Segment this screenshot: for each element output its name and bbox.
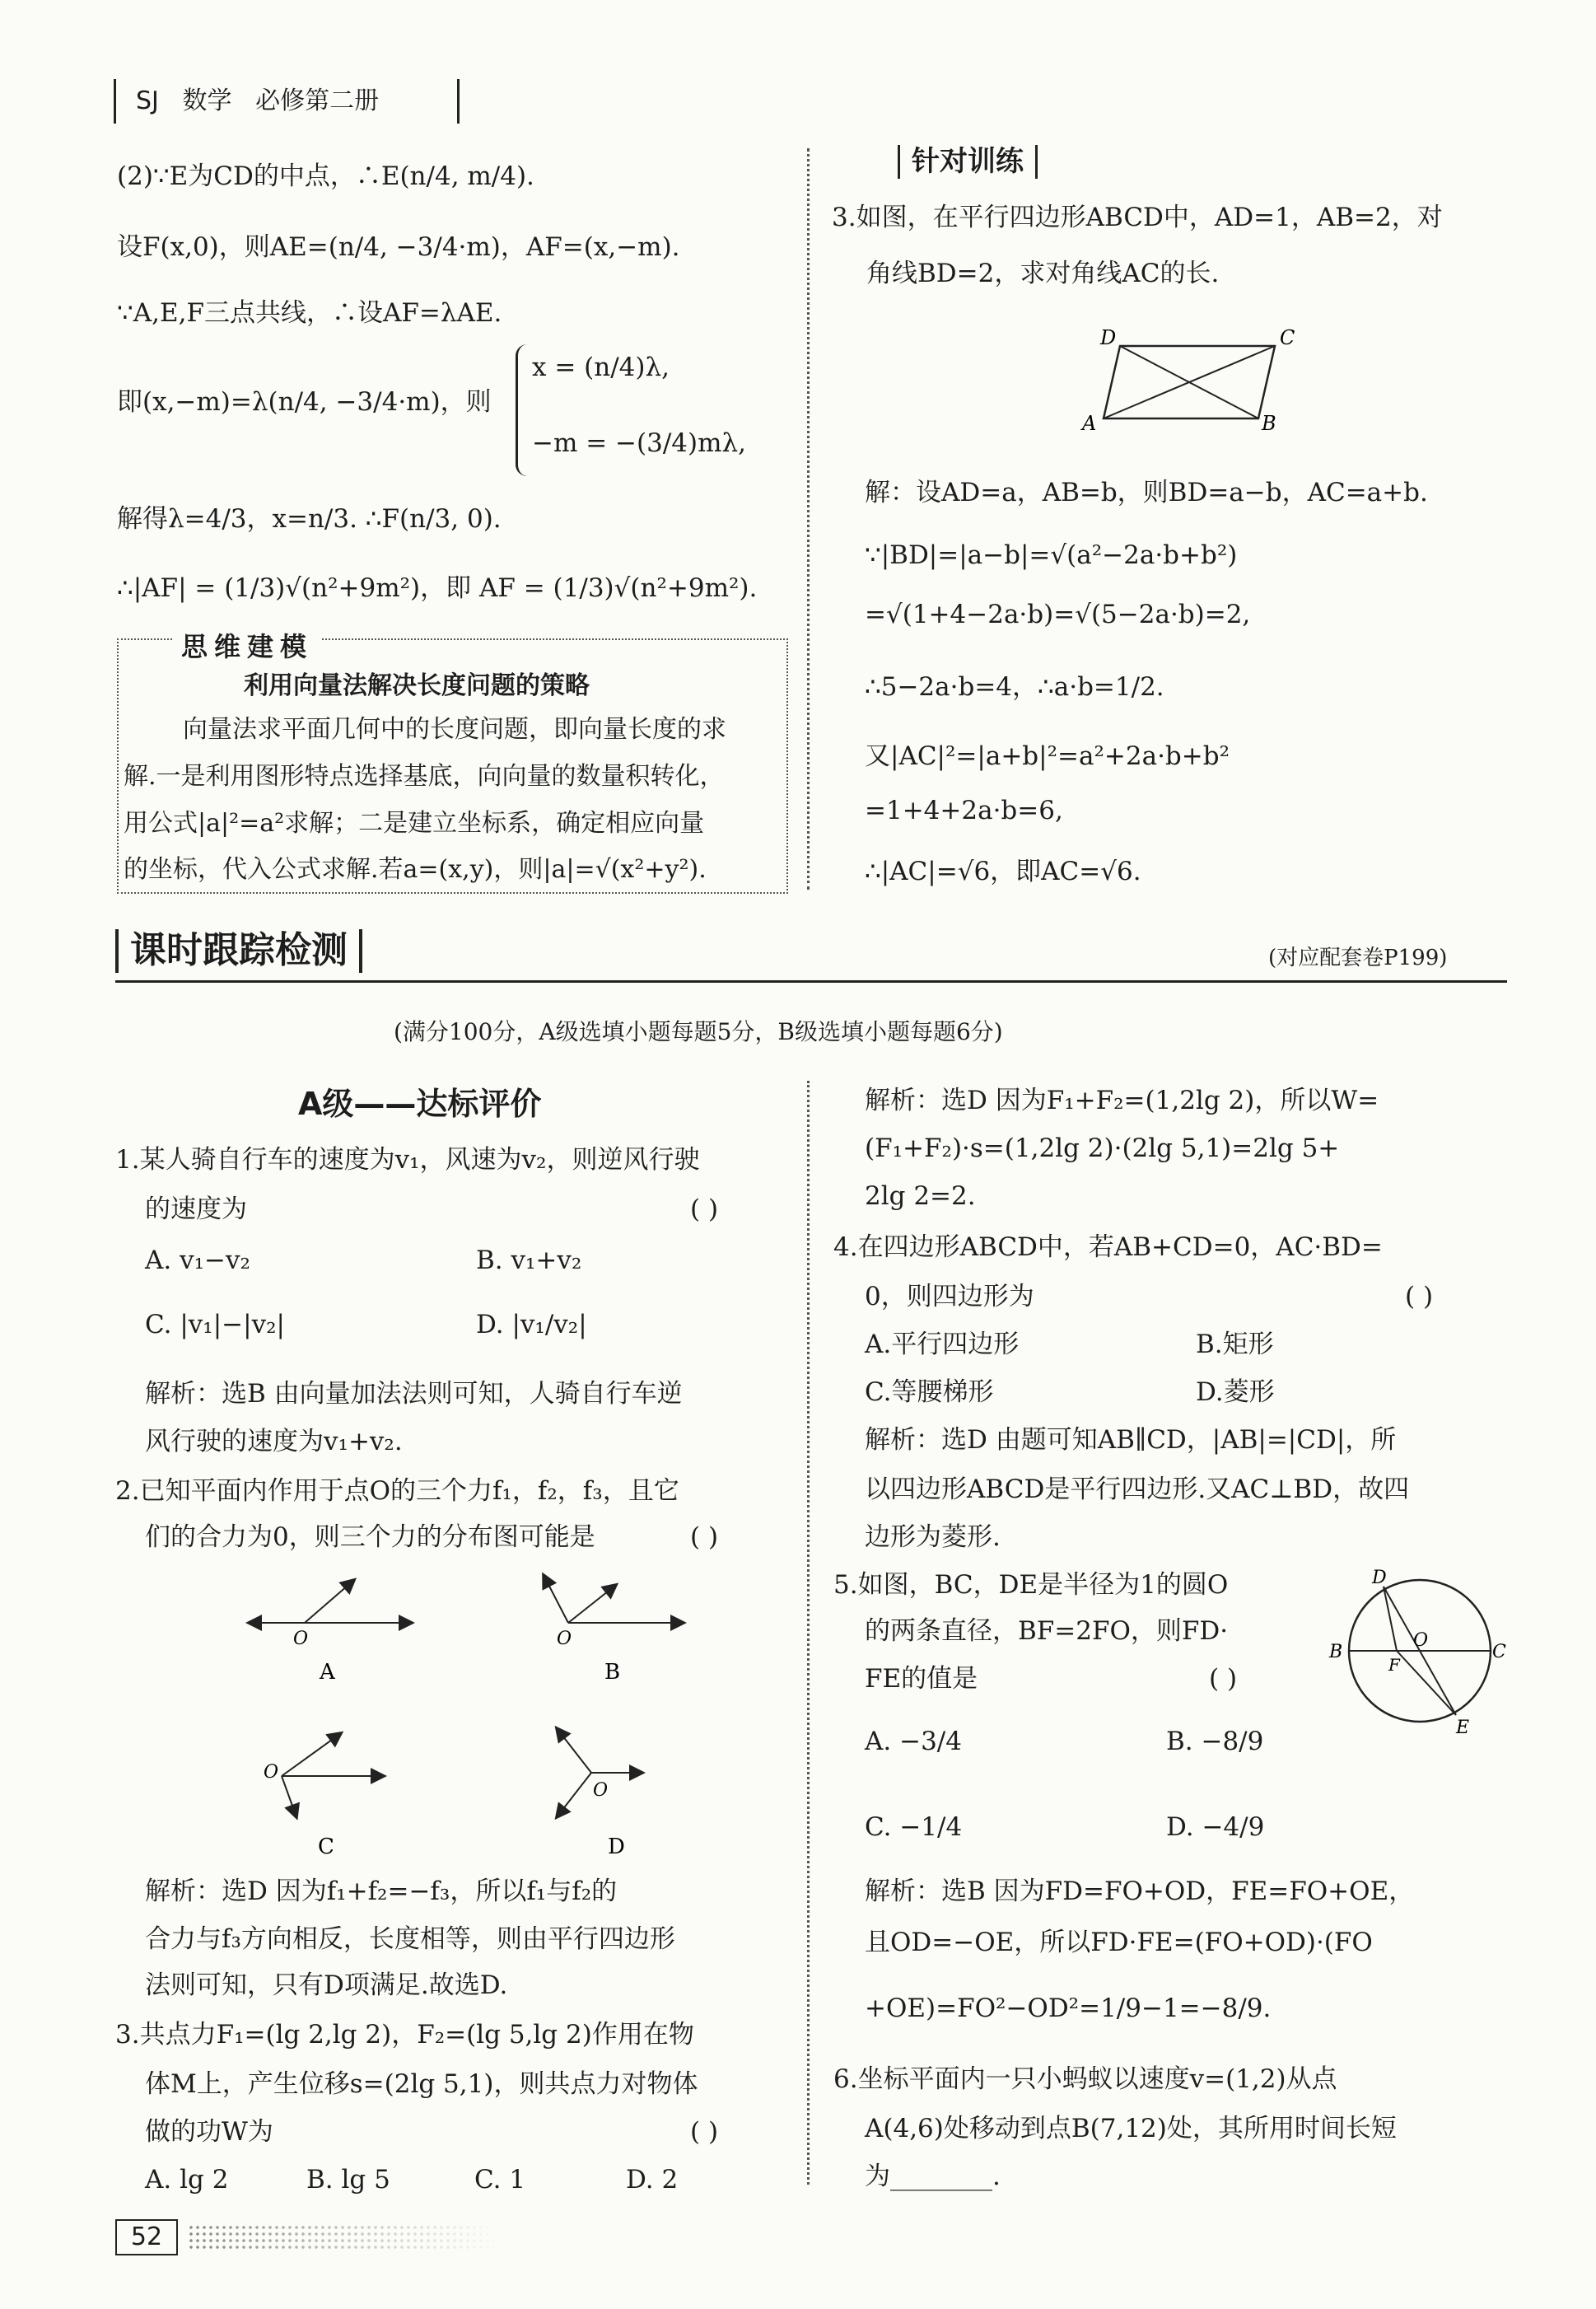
q4-option-c: C.等腰梯形 (865, 1377, 994, 1407)
q4-line-1: 4.在四边形ABCD中，若AB+CD=0，AC·BD= (833, 1232, 1383, 1262)
q3-sol-3: 2lg 2=2. (865, 1181, 976, 1211)
thinking-tag: 思维建模 (173, 626, 321, 664)
q3-sol-2: (F₁+F₂)·s=(1,2lg 2)·(2lg 5,1)=2lg 5+ (865, 1133, 1340, 1163)
q1-option-c: C. |v₁|−|v₂| (145, 1310, 285, 1339)
q2-line-2: 们的合力为0，则三个力的分布图可能是 (145, 1522, 595, 1552)
level-a-title: A级——达标评价 (298, 1086, 542, 1122)
q6-line-3: 为________. (865, 2162, 1001, 2191)
q4-option-d: D.菱形 (1196, 1377, 1275, 1407)
force-diagram-c (264, 1733, 384, 1859)
svg-text:C: C (1492, 1642, 1506, 1662)
page-number: 52 (115, 2219, 178, 2255)
q6-line-2: A(4,6)处移动到点B(7,12)处，其所用时间长短 (865, 2114, 1397, 2143)
force-diagram-b (544, 1575, 684, 1685)
q3-line-3: 做的功W为 (145, 2117, 273, 2147)
q5-option-b: B. −8/9 (1166, 1727, 1264, 1756)
thinking-body-1: 向量法求平面几何中的长度问题，即向量长度的求 (183, 715, 726, 744)
q5-option-c: C. −1/4 (865, 1812, 963, 1842)
book-label: 必修第二册 (255, 86, 380, 115)
q4-sol-3: 边形为菱形. (865, 1522, 1001, 1552)
q6-line-1: 6.坐标平面内一只小蚂蚁以速度v=(1,2)从点 (833, 2064, 1337, 2094)
q1-option-a: A. v₁−v₂ (145, 1246, 250, 1275)
rt-sol-7: ∴|AC|=√6，即AC=√6. (865, 857, 1141, 886)
svg-text:O: O (264, 1762, 279, 1783)
diagram-letter-b: B (604, 1660, 621, 1685)
q5-option-a: A. −3/4 (865, 1727, 962, 1756)
q1-sol-2: 风行驶的速度为v₁+v₂. (145, 1427, 403, 1456)
q3-line-2: 体M上，产生位移s=(2lg 5,1)，则共点力对物体 (145, 2069, 698, 2099)
diagram-letter-a: A (320, 1660, 335, 1685)
q4-option-a: A.平行四边形 (865, 1330, 1020, 1359)
q5-paren: ( ) (1209, 1664, 1238, 1694)
q3-line-1: 3.共点力F₁=(lg 2,lg 2)，F₂=(lg 5,lg 2)作用在物 (115, 2020, 694, 2050)
label-b: B (1262, 412, 1276, 435)
q3-sol-1: 解析：选D 因为F₁+F₂=(1,2lg 2)，所以W= (865, 1086, 1379, 1115)
svg-text:E: E (1456, 1718, 1470, 1738)
q1-sol-1: 解析：选B 由向量加法法则可知，人骑自行车逆 (145, 1379, 683, 1409)
q4-option-b: B.矩形 (1196, 1330, 1274, 1359)
q2-sol-2: 合力与f₃方向相反，长度相等，则由平行四边形 (145, 1924, 675, 1954)
lt-line-4b: x = (n/4)λ, (532, 353, 670, 382)
lt-line-5: 解得λ=4/3，x=n/3. ∴F(n/3, 0). (117, 504, 502, 534)
thinking-body-4: 的坐标，代入公式求解.若a=(x,y)，则|a|=√(x²+y²). (124, 855, 707, 884)
lt-line-3: ∵A,E,F三点共线，∴设AF=λAE. (117, 298, 502, 328)
label-a: A (1082, 412, 1097, 435)
label-d: D (1100, 328, 1117, 349)
thinking-title: 利用向量法解决长度问题的策略 (244, 671, 590, 700)
footer-dot-strip (188, 2224, 501, 2252)
q3-paren: ( ) (690, 2117, 719, 2147)
q5-line-2: 的两条直径，BF=2FO，则FD· (865, 1616, 1229, 1646)
bottom-column-divider (807, 1081, 810, 2185)
section-scoring: (满分100分，A级选填小题每题5分，B级选填小题每题6分) (394, 1018, 1003, 1045)
thinking-body-2: 解.一是利用图形特点选择基底，向向量的数量积转化， (124, 762, 725, 791)
svg-text:O: O (1413, 1630, 1429, 1651)
q5-line-3: FE的值是 (865, 1664, 978, 1694)
segment-fe (1397, 1651, 1456, 1715)
top-column-divider (807, 148, 810, 890)
circle-figure (1318, 1568, 1515, 1741)
force-diagrams (239, 1565, 700, 1862)
rt-q3-line-1: 3.如图，在平行四边形ABCD中，AD=1，AB=2，对 (832, 203, 1443, 232)
svg-text:O: O (557, 1629, 572, 1649)
q4-sol-1: 解析：选D 由题可知AB∥CD，|AB|=|CD|，所 (865, 1425, 1397, 1455)
series-label: SJ (136, 86, 159, 115)
rt-sol-4: ∴5−2a·b=4，∴a·b=1/2. (865, 672, 1164, 702)
svg-text:D: D (1372, 1568, 1387, 1588)
svg-text:O: O (593, 1780, 609, 1801)
q5-sol-1: 解析：选B 因为FD=FO+OD，FE=FO+OE， (865, 1877, 1415, 1906)
q2-sol-3: 法则可知，只有D项满足.故选D. (145, 1970, 508, 2000)
parallelogram-figure (1071, 328, 1318, 439)
label-c: C (1280, 328, 1295, 349)
q1-line-1: 1.某人骑自行车的速度为v₁，风速为v₂，则逆风行驶 (115, 1145, 700, 1175)
section-rule (115, 980, 1507, 983)
force-diagram-a (249, 1580, 412, 1685)
q1-option-d: D. |v₁/v₂| (476, 1310, 587, 1339)
segment-fd (1384, 1587, 1397, 1651)
q5-sol-3: +OE)=FO²−OD²=1/9−1=−8/9. (865, 1993, 1272, 2023)
page-header (114, 79, 460, 124)
rt-q3-line-2: 角线BD=2，求对角线AC的长. (866, 259, 1220, 288)
q5-option-d: D. −4/9 (1166, 1812, 1265, 1842)
diagram-letter-c: C (318, 1835, 334, 1859)
q2-sol-1: 解析：选D 因为f₁+f₂=−f₃，所以f₁与f₂的 (145, 1877, 618, 1906)
q2-paren: ( ) (690, 1522, 719, 1552)
diagram-letter-d: D (608, 1835, 625, 1859)
lt-line-1: (2)∵E为CD的中点，∴E(n/4, m/4). (117, 161, 534, 191)
rt-sol-1: 解：设AD=a，AB=b，则BD=a−b，AC=a+b. (865, 478, 1428, 507)
q2-line-1: 2.已知平面内作用于点O的三个力f₁，f₂，f₃，且它 (115, 1476, 679, 1506)
rt-sol-3: =√(1+4−2a·b)=√(5−2a·b)=2, (865, 600, 1251, 629)
q3-option-d: D. 2 (626, 2165, 679, 2194)
q5-line-1: 5.如图，BC，DE是半径为1的圆O (833, 1570, 1229, 1600)
lt-line-4a: 即(x,−m)=λ(n/4, −3/4·m)，则 (117, 387, 492, 417)
diagonal-ac (1104, 346, 1275, 418)
q3-option-b: B. lg 5 (306, 2165, 390, 2194)
rt-sol-2: ∵|BD|=|a−b|=√(a²−2a·b+b²) (865, 540, 1238, 570)
svg-text:F: F (1388, 1655, 1400, 1675)
lt-line-6: ∴|AF| = (1/3)√(n²+9m²)，即 AF = (1/3)√(n²+9m²). (117, 573, 758, 603)
q4-line-2: 0，则四边形为 (865, 1282, 1034, 1311)
q1-option-b: B. v₁+v₂ (476, 1246, 582, 1275)
q4-sol-2: 以四边形ABCD是平行四边形.又AC⊥BD，故四 (865, 1475, 1410, 1504)
section-ref: (对应配套卷P199) (1268, 946, 1448, 970)
svg-text:O: O (293, 1629, 309, 1649)
force-diagram-d (557, 1728, 642, 1859)
thinking-body-3: 用公式|a|²=a²求解；二是建立坐标系，确定相应向量 (124, 809, 705, 838)
q3-option-a: A. lg 2 (145, 2165, 229, 2194)
subject-label: 数学 (182, 86, 232, 115)
q1-paren: ( ) (690, 1194, 719, 1224)
q4-paren: ( ) (1405, 1282, 1434, 1311)
svg-text:B: B (1329, 1642, 1343, 1662)
section-title: 课时跟踪检测 (115, 929, 362, 973)
q3-option-c: C. 1 (474, 2165, 526, 2194)
rt-sol-5: 又|AC|²=|a+b|²=a²+2a·b+b² (865, 741, 1230, 771)
rt-sol-6: =1+4+2a·b=6, (865, 796, 1063, 825)
q1-line-2: 的速度为 (145, 1194, 247, 1224)
training-tag: 针对训练 (898, 145, 1038, 179)
q5-sol-2: 且OD=−OE，所以FD·FE=(FO+OD)·(FO (865, 1928, 1373, 1957)
system-brace (516, 344, 527, 476)
lt-line-4c: −m = −(3/4)mλ, (532, 428, 747, 458)
lt-line-2: 设F(x,0)，则AE=(n/4, −3/4·m)，AF=(x,−m). (117, 232, 680, 262)
